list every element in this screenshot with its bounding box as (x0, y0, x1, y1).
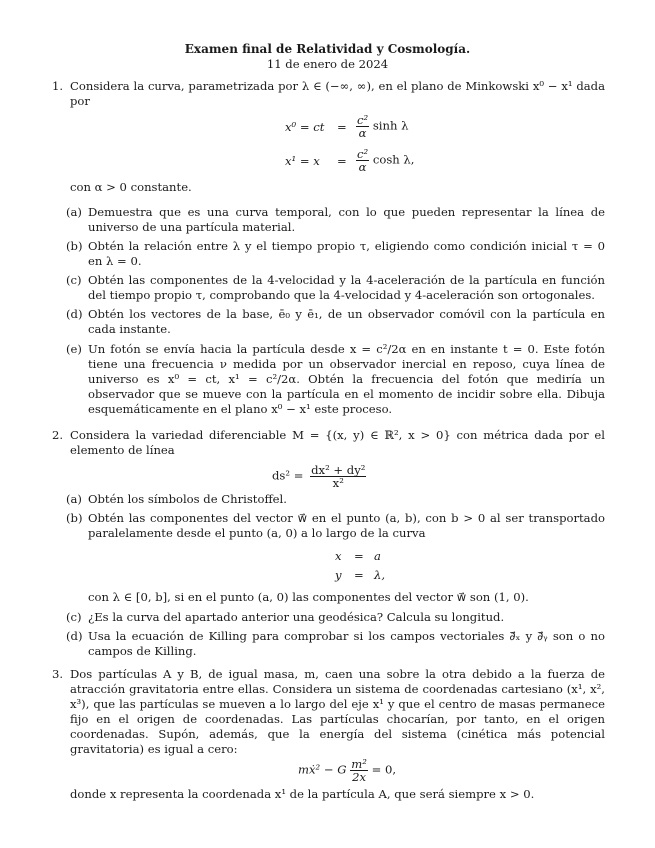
problem-1-condition: con α > 0 constante. (70, 180, 192, 194)
problem-1-eq1-lhs: x⁰ = ct (285, 120, 325, 134)
problem-3-closing: donde x representa la coordenada x¹ de la partícula A, que será siempre x > 0. (70, 787, 535, 801)
problem-1-eq2-frac-den: α (358, 160, 367, 174)
problem-2-number: 2. (52, 428, 64, 442)
problem-2-item-b (66, 511, 605, 541)
item-label: (b) (66, 511, 83, 525)
item-label: (d) (66, 307, 83, 321)
item-text: Obtén las componentes del vector w⃗ en el punto (a, b), con b > 0 al ser transportado paralelamente desde el punto (a, 0) a lo largo de la curva (88, 511, 605, 540)
problem-1-item-a (66, 205, 605, 235)
problem-1-eq1-frac-num: c² (357, 113, 369, 127)
item-text: Usa la ecuación de Killing para comprobar si los campos vectoriales ∂⃗ₓ y ∂⃗ᵧ son o no campos de Killing. (88, 629, 605, 658)
problem-1-intro (52, 79, 605, 109)
problem-1-eq1-rhs (356, 114, 408, 139)
item-label: (a) (66, 205, 82, 219)
problem-3-energy-equation (298, 758, 396, 783)
problem-2-item-c (66, 610, 605, 625)
item-text: ¿Es la curva del apartado anterior una geodésica? Calcula su longitud. (88, 610, 505, 624)
metric-lhs: ds² = (272, 468, 304, 483)
problem-2-item-a (66, 492, 605, 507)
problem-1-item-b (66, 239, 605, 269)
problem-2-item-d (66, 629, 605, 659)
item-text: Obtén los símbolos de Christoffel. (88, 492, 287, 506)
curve-x-rhs: a (374, 549, 381, 563)
item-text: Obtén las componentes de la 4-velocidad y la 4-aceleración de la partícula en función del tiempo propio τ, comprobando que la 4-velocidad y 4-aceleración son ortogonales. (88, 273, 605, 302)
problem-1-eq2-func: cosh λ, (372, 152, 415, 167)
problem-1-item-e (66, 342, 605, 417)
metric-den: x² (332, 476, 344, 490)
problem-1-eq2-frac-num: c² (357, 147, 369, 161)
problem-1-eq2-rhs (356, 148, 414, 173)
problem-1-item-d (66, 307, 605, 337)
problem-2-intro (52, 428, 605, 458)
item-label: (c) (66, 610, 82, 624)
curve-x-lhs: x (335, 549, 342, 563)
exam-date: 11 de enero de 2024 (266, 57, 389, 71)
item-text: con λ ∈ [0, b], si en el punto (a, 0) las componentes del vector w⃗ son (1, 0). (88, 590, 529, 604)
problem-1-text: Considera la curva, parametrizada por λ ∈ (−∞, ∞), en el plano de Minkowski x⁰ − x¹ dada por (70, 79, 605, 108)
curve-y-rhs: λ, (374, 568, 386, 582)
energy-left: mẋ² − G (298, 762, 347, 777)
problem-1-number: 1. (52, 79, 64, 93)
problem-2-text: Considera la variedad diferenciable M = {(x, y) ∈ ℝ², x > 0} con métrica dada por el elemento de línea (70, 428, 605, 457)
item-label: (d) (66, 629, 83, 643)
problem-1-eq1-equals: = (337, 120, 347, 134)
curve-y-lhs: y (335, 568, 342, 582)
problem-1-eq2-equals: = (337, 154, 347, 168)
energy-right: = 0, (371, 762, 397, 777)
problem-1-eq2-lhs: x¹ = x (285, 154, 320, 168)
energy-den: 2x (352, 770, 366, 784)
item-label: (c) (66, 273, 82, 287)
item-text: Un fotón se envía hacia la partícula desde x = c²/2α en en instante t = 0. Este fotón tiene una frecuencia ν medida por un observador inercial en reposo, cuya línea de universo es x⁰ = ct, x¹ = c²/2α. Obtén la frecuencia del fotón que mediría un observador que se mueve con la partícula en el momento de incidir sobre ella. Dibuja esquemáticamente en el plano x⁰ − x¹ este proceso. (88, 342, 605, 416)
curve-y-equals: = (354, 568, 364, 582)
exam-title: Examen final de Relatividad y Cosmología. (184, 42, 471, 56)
item-label: (a) (66, 492, 82, 506)
problem-3-text: Dos partículas A y B, de igual masa, m, caen una sobre la otra debido a la fuerza de atracción gravitatoria entre ellas. Considera un sistema de coordenadas cartesiano (x¹, x², x³), que las partículas se mueven a lo largo del eje x¹ y que el centro de masas permanece fijo en el origen de coordenadas. Las partículas chocarían, por tanto, en el origen coordenadas. Supón, además, que la energía del sistema (cinética más potencial gravitatoria) es igual a cero: (70, 667, 605, 756)
metric-fraction (310, 464, 366, 489)
energy-num: m² (351, 757, 367, 771)
problem-1-item-c (66, 273, 605, 303)
item-text: Obtén los vectores de la base, ē₀ y ē₁, de un observador comóvil con la partícula en cada instante. (88, 307, 605, 336)
item-text: Demuestra que es una curva temporal, con lo que pueden representar la línea de universo de una partícula material. (88, 205, 605, 234)
problem-1-eq1-func: sinh λ (372, 118, 409, 133)
problem-3-intro (52, 667, 605, 757)
energy-fraction (350, 758, 368, 783)
metric-num: dx² + dy² (311, 463, 366, 477)
problem-1-eq2-fraction (356, 148, 369, 173)
problem-1-eq1-frac-den: α (358, 126, 367, 140)
problem-3-number: 3. (52, 667, 64, 681)
curve-x-equals: = (354, 549, 364, 563)
problem-2-metric (272, 464, 366, 489)
problem-1-eq1-fraction (356, 114, 369, 139)
item-text: Obtén la relación entre λ y el tiempo propio τ, eligiendo como condición inicial τ = 0 en λ = 0. (88, 239, 605, 268)
item-label: (b) (66, 239, 83, 253)
item-label: (e) (66, 342, 82, 356)
problem-2-item-b-cont (88, 590, 605, 605)
